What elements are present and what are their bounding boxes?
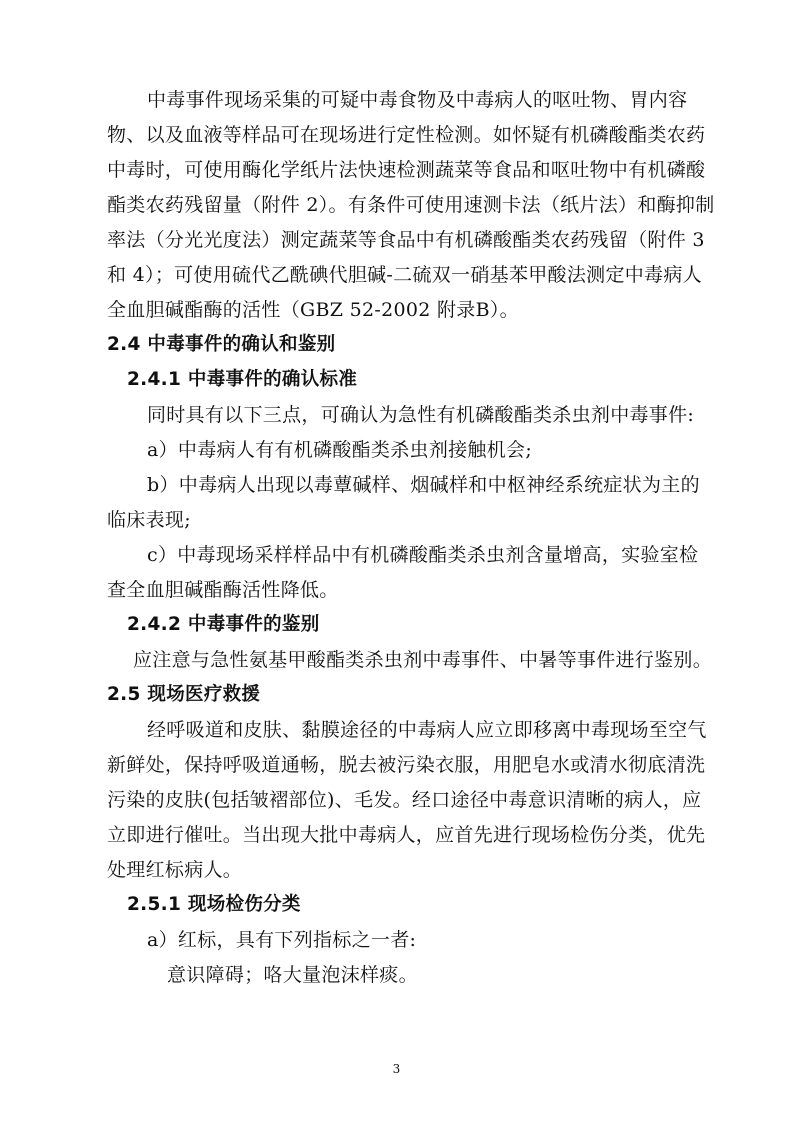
body-text-line: 中毒事件现场采集的可疑中毒食物及中毒病人的呕吐物、胃内容 [147, 89, 688, 111]
section-heading: 2.5 现场医疗救援 [107, 684, 261, 705]
subsection-heading: 2.4.2 中毒事件的鉴别 [127, 614, 320, 635]
body-text-line: 处理红标病人。 [107, 859, 243, 881]
list-item: c）中毒现场采样样品中有机磷酸酯类杀虫剂含量增高，实验室检 [147, 544, 699, 566]
body-text-line: 立即进行催吐。当出现大批中毒病人，应首先进行现场检伤分类，优先 [107, 824, 706, 846]
body-text-line: 全血胆碱酯酶的活性（GBZ 52-2002 附录B）。 [107, 299, 519, 321]
body-text-line: 中毒时，可使用酶化学纸片法快速检测蔬菜等食品和呕吐物中有机磷酸 [107, 159, 706, 181]
body-text-line: 污染的皮肤(包括皱褶部位)、毛发。经口途径中毒意识清晰的病人，应 [107, 789, 702, 811]
body-text-line: 应注意与急性氨基甲酸酯类杀虫剂中毒事件、中暑等事件进行鉴别。 [133, 649, 713, 671]
body-text-line: 同时具有以下三点，可确认为急性有机磷酸酯类杀虫剂中毒事件: [147, 404, 695, 426]
body-text-line: 酯类农药残留量（附件 2）。有条件可使用速测卡法（纸片法）和酶抑制 [107, 194, 715, 216]
body-text-line: 和 4）；可使用硫代乙酰碘代胆碱-二硫双一硝基苯甲酸法测定中毒病人 [107, 264, 702, 286]
list-item: a）红标，具有下列指标之一者: [147, 929, 417, 951]
body-text-line: 临床表现; [107, 509, 191, 531]
body-text-line: 经呼吸道和皮肤、黏膜途径的中毒病人应立即移离中毒现场至空气 [147, 719, 707, 741]
section-heading: 2.4 中毒事件的确认和鉴别 [107, 334, 336, 355]
page-number: 3 [392, 1062, 401, 1076]
body-text-line: 物、以及血液等样品可在现场进行定性检测。如怀疑有机磷酸酯类农药 [107, 124, 706, 146]
body-text-line: 查全血胆碱酯酶活性降低。 [107, 579, 339, 601]
list-item: a）中毒病人有有机磷酸酯类杀虫剂接触机会; [147, 439, 533, 461]
subsection-heading: 2.5.1 现场检伤分类 [127, 894, 301, 915]
body-text-line: 新鲜处，保持呼吸道通畅，脱去被污染衣服，用肥皂水或清水彻底清洗 [107, 754, 706, 776]
body-text-line: 意识障碍；咯大量泡沫样痰。 [167, 964, 418, 986]
subsection-heading: 2.4.1 中毒事件的确认标准 [127, 369, 358, 390]
list-item: b）中毒病人出现以毒蕈碱样、烟碱样和中枢神经系统症状为主的 [147, 474, 700, 496]
body-text-line: 率法（分光光度法）测定蔬菜等食品中有机磷酸酯类农药残留（附件 3 [107, 229, 705, 251]
